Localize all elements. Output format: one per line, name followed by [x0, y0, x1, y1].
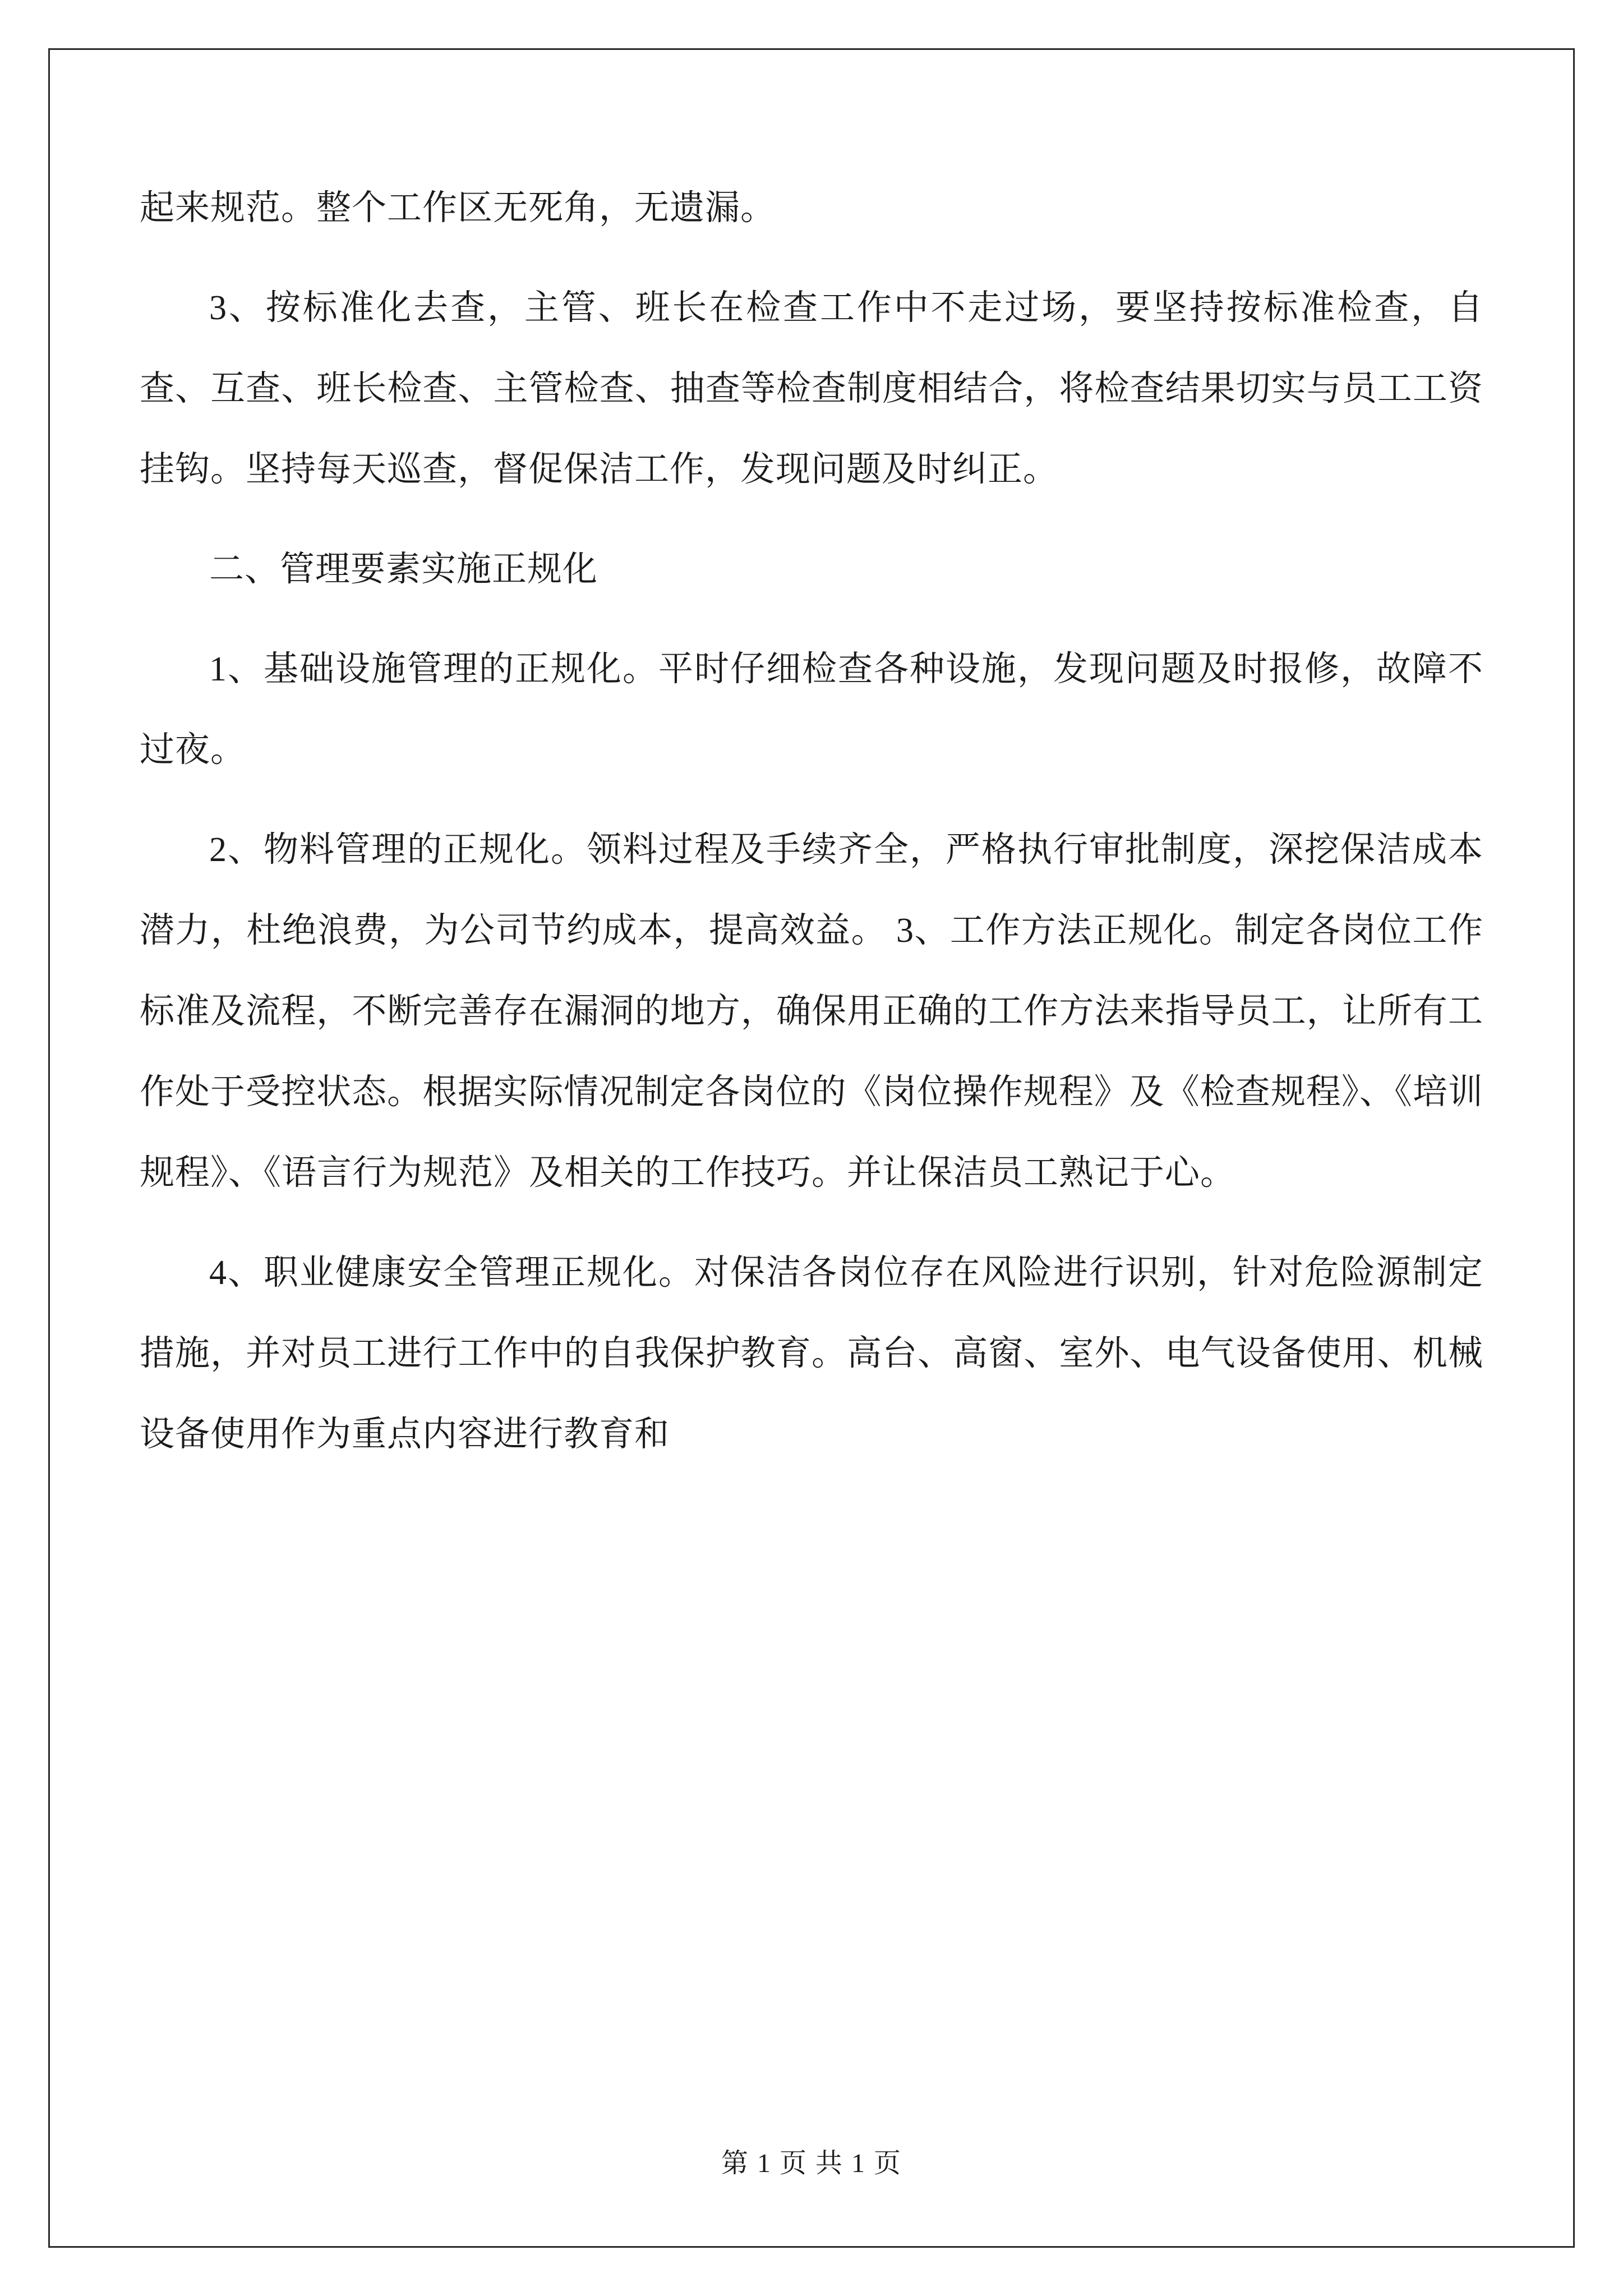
section-heading-2: 二、管理要素实施正规化 [209, 550, 598, 588]
paragraph-5: 2、物料管理的正规化。领料过程及手续齐全，严格执行审批制度，深挖保洁成本潜力，杜绝浪费，为公司节约成本，提高效益。 3、工作方法正规化。制定各岗位工作标准及流程，不断完善存在漏洞的地方，确保用正确的工作方法来指导员工，让所有工作处于受控状态。根据实际情况制定各岗位的《岗位操作规程》及《检查规程》、《培训规程》、《语言行为规范》及相关的工作技巧。并让保洁员工熟记于心。 [140, 831, 1483, 1192]
page-border [48, 48, 1575, 2248]
paragraph-2: 3、按标准化去查，主管、班长在检查工作中不走过场，要坚持按标准检查，自查、互查、班长检查、主管检查、抽查等检查制度相结合，将检查结果切实与员工工资挂钩。坚持每天巡查，督促保洁工作，发现问题及时纠正。 [140, 289, 1483, 489]
paragraph-1: 起来规范。整个工作区无死角，无遗漏。 [140, 189, 776, 227]
document-body [50, 50, 1573, 1494]
paragraph-6: 4、职业健康安全管理正规化。对保洁各岗位存在风险进行识别，针对危险源制定措施，并对员工进行工作中的自我保护教育。高台、高窗、室外、电气设备使用、机械设备使用作为重点内容进行教育和 [140, 1254, 1483, 1453]
paragraph-4: 1、基础设施管理的正规化。平时仔细检查各种设施，发现问题及时报修，故障不过夜。 [140, 650, 1483, 769]
page-footer: 第 1 页 共 1 页 [721, 2148, 902, 2178]
